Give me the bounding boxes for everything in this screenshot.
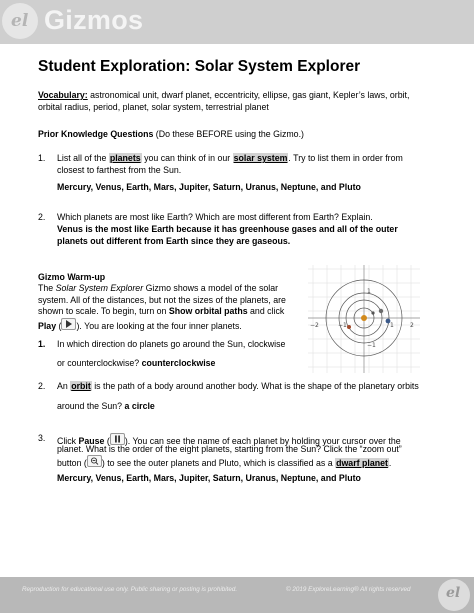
- x-tick-1: 1: [390, 322, 394, 329]
- warmup-question-3-number: 3.: [38, 433, 46, 443]
- vocabulary-terms-2: orbital radius, period, planet, solar system, terrestrial planet: [38, 102, 269, 112]
- warmup-question-2-line-2: [57, 401, 155, 413]
- question-1-line-2: closest to farthest from the Sun.: [57, 165, 182, 175]
- warmup-question-1-number: 1.: [38, 339, 46, 349]
- warmup-text-b: Gizmo shows a model of the solar: [143, 283, 279, 293]
- page-footer: [0, 577, 474, 613]
- venus-marker: [379, 309, 383, 313]
- warmup-question-2-number: 2.: [38, 381, 46, 391]
- wq2-answer: a circle: [124, 401, 155, 411]
- warmup-text-f: ). You are looking at the four inner planets.: [76, 321, 242, 331]
- warmup-text-a: The: [38, 283, 56, 293]
- orbit-keyword: orbit: [71, 381, 91, 391]
- warmup-line-1: [38, 283, 278, 295]
- play-button-icon: [61, 318, 76, 330]
- prior-knowledge-title: Prior Knowledge Questions: [38, 129, 154, 139]
- pause-label: Pause: [78, 436, 105, 446]
- zoom-out-button-icon: [87, 455, 102, 467]
- wq3-text-a: Click: [57, 436, 79, 446]
- y-tick-1: 1: [367, 288, 371, 295]
- q1-text-b: you can think of in our: [141, 153, 233, 163]
- wq3-text-d: button (: [57, 458, 87, 468]
- warmup-line-3: [38, 306, 284, 318]
- wq3-text-e: ) to see the outer planets and Pluto, which is classified as a: [101, 458, 336, 468]
- wq2-text-c: around the Sun?: [57, 401, 125, 411]
- wq1-answer: counterclockwise: [141, 358, 216, 368]
- prior-knowledge-note: (Do these BEFORE using the Gizmo.): [153, 129, 304, 139]
- vocabulary-terms-1: astronomical unit, dwarf planet, eccentricity, ellipse, gas giant, Kepler’s laws, orbit,: [87, 90, 410, 100]
- wq3-text-b: (: [104, 436, 110, 446]
- warmup-question-3-answer: Mercury, Venus, Earth, Mars, Jupiter, Saturn, Uranus, Neptune, and Pluto: [57, 473, 361, 483]
- wq1-text: or counterclockwise?: [57, 358, 142, 368]
- x-tick-neg2: −2: [310, 322, 319, 329]
- warmup-question-1-line-2: [57, 358, 215, 370]
- question-1-answer: Mercury, Venus, Earth, Mars, Jupiter, Saturn, Uranus, Neptune, and Pluto: [57, 182, 361, 192]
- warmup-line-2: system. All of the distances, but not the sizes of the planets, are: [38, 295, 286, 305]
- gizmo-name: Solar System Explorer: [55, 283, 144, 293]
- vocabulary-label: Vocabulary:: [38, 90, 88, 100]
- prior-knowledge-heading: [38, 129, 304, 141]
- warmup-heading: Gizmo Warm-up: [38, 272, 106, 282]
- logo-text: el: [11, 11, 29, 31]
- warmup-text-e: (: [56, 321, 62, 331]
- question-2-answer-1: Venus is the most like Earth because it has greenhouse gases and all of the outer: [57, 224, 398, 234]
- warmup-question-2-line-1: [57, 381, 419, 393]
- warmup-question-3-line-3: [57, 455, 391, 470]
- question-1-line-1: [57, 153, 403, 165]
- question-2-text: Which planets are most like Earth? Which are most different from Earth? Explain.: [57, 212, 373, 222]
- brand-name: Gizmos: [44, 5, 144, 35]
- planets-keyword: planets: [109, 153, 141, 163]
- explorelearning-logo: [2, 3, 38, 39]
- warmup-text-c: shown to scale. To begin, turn on: [38, 306, 169, 316]
- gizmos-header: [0, 0, 474, 44]
- warmup-question-1-line-1: In which direction do planets go around the Sun, clockwise: [57, 339, 286, 349]
- footer-logo: [438, 579, 470, 611]
- mercury-marker: [371, 311, 374, 314]
- warmup-line-4: [38, 318, 242, 333]
- x-tick-2: 2: [410, 322, 414, 329]
- footer-copyright: © 2019 ExploreLearning® All rights reserved: [286, 586, 411, 593]
- solar-system-diagram: [303, 261, 425, 379]
- question-1-number: 1.: [38, 153, 46, 163]
- page-title: Student Exploration: Solar System Explorer: [38, 58, 361, 75]
- footer-logo-text: el: [446, 585, 461, 601]
- wq3-text-c: ). You can see the name of each planet by holding your cursor over the: [124, 436, 401, 446]
- footer-reproduction-notice: Reproduction for educational use only. Public sharing or posting is prohibited.: [22, 586, 238, 593]
- sun-marker: [361, 315, 367, 321]
- y-tick-neg1: −1: [367, 342, 376, 349]
- show-orbital-paths-label: Show orbital paths: [168, 306, 248, 316]
- q1-text-a: List all of the: [57, 153, 109, 163]
- wq2-text-b: is the path of a body around another body. What is the shape of the planetary orbits: [91, 381, 419, 391]
- solar-system-keyword: solar system: [233, 153, 288, 163]
- x-tick-neg1: −1: [338, 322, 347, 329]
- mars-marker: [347, 325, 351, 329]
- wq3-text-f: .: [388, 458, 392, 468]
- dwarf-planet-keyword: dwarf planet: [336, 458, 388, 468]
- question-2-answer-2: planets out different from Earth since they are gaseous.: [57, 236, 291, 246]
- q1-text-c: . Try to list them in order from: [288, 153, 403, 163]
- play-label: Play: [38, 321, 57, 331]
- vocabulary-line-1: [38, 90, 409, 102]
- warmup-text-d: and click: [247, 306, 285, 316]
- question-2-number: 2.: [38, 212, 46, 222]
- warmup-question-3-line-2: planet. What is the order of the eight planets, starting from the Sun? Click the “zoom out”: [57, 444, 402, 454]
- wq2-text-a: An: [57, 381, 71, 391]
